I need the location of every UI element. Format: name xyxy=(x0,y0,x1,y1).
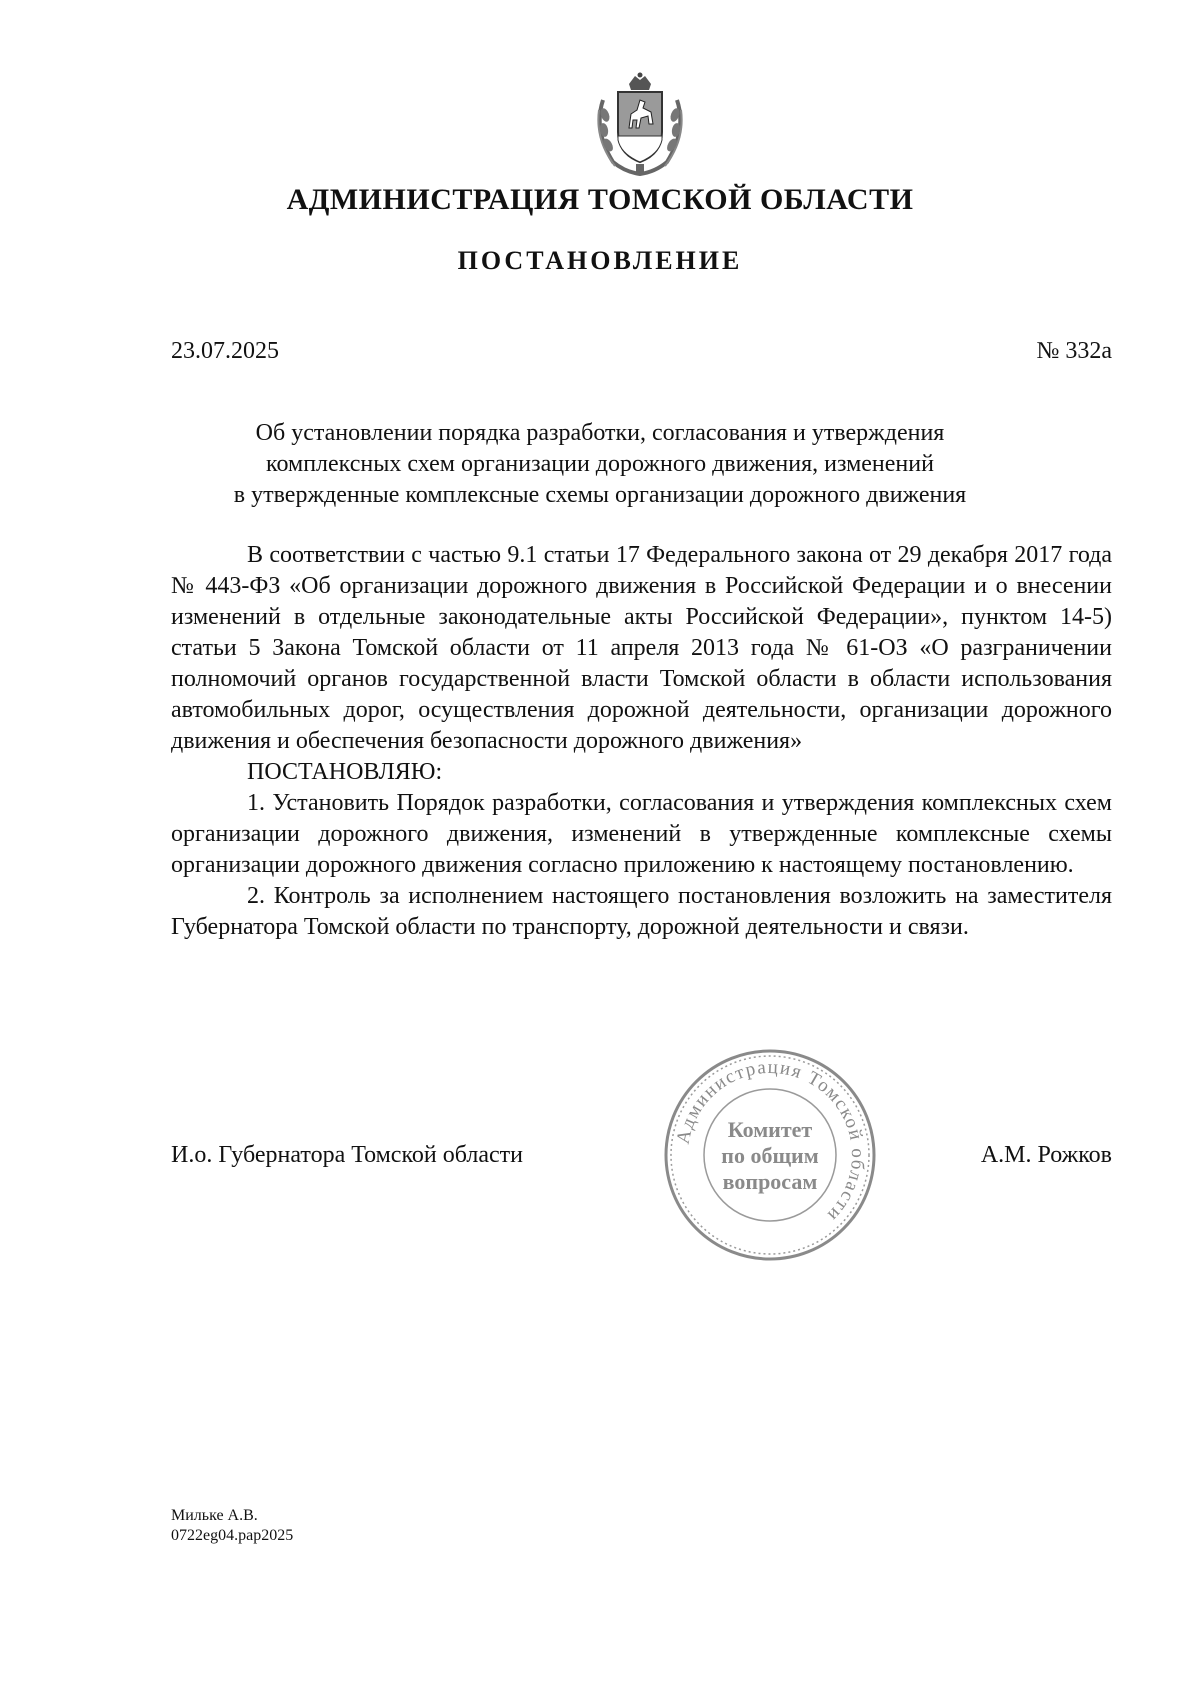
document-number: № 332а xyxy=(1036,338,1112,364)
signer-title: И.о. Губернатора Томской области xyxy=(171,1142,523,1168)
item-paragraph: 1. Установить Порядок разработки, согласования и утверждения комплексных схем организации дорожного движения, изменений в утвержденные комплексные схемы организации дорожного движения согласно приложению к настоящему постановлению. xyxy=(171,790,1112,878)
item-paragraph: 2. Контроль за исполнением настоящего постановления возложить на заместителя Губернатора Томской области по транспорту, дорожной деятельности и связи. xyxy=(171,883,1112,940)
subject-line: комплексных схем организации дорожного движения, изменений xyxy=(266,451,934,477)
document-type: ПОСТАНОВЛЕНИЕ xyxy=(457,246,743,275)
tomsk-region-coat-of-arms-icon xyxy=(585,70,695,180)
official-seal-stamp xyxy=(660,1045,880,1265)
resolve-heading: ПОСТАНОВЛЯЮ: xyxy=(247,759,443,785)
executor-footer xyxy=(171,1506,293,1546)
seal-center-line: по общим xyxy=(721,1143,819,1168)
organization-title: АДМИНИСТРАЦИЯ ТОМСКОЙ ОБЛАСТИ xyxy=(286,183,914,216)
seal-center-line: Комитет xyxy=(727,1117,813,1142)
executor-name: Мильке А.В. xyxy=(171,1507,258,1524)
signer-name: А.М. Рожков xyxy=(980,1142,1112,1168)
file-code: 0722eg04.pap2025 xyxy=(171,1527,294,1544)
seal-ring-text: Администрация Томской области xyxy=(672,1056,869,1227)
document-date: 23.07.2025 xyxy=(171,338,279,364)
document-body xyxy=(171,540,1112,943)
document-subject xyxy=(150,418,1050,511)
preamble-paragraph: В соответствии с частью 9.1 статьи 17 Федерального закона от 29 декабря 2017 года № 443-ФЗ «Об организации дорожного движения в Российской Федерации и о внесении изменений в отдельные законодательные акты Российской Федерации», пунктом 14-5) статьи 5 Закона Томской области от 11 апреля 2013 года № 61-ОЗ «О разграничении полномочий органов государственной власти Томской области в области использования автомобильных дорог, осуществления дорожной деятельности, организации дорожного движения и обеспечения безопасности дорожного движения» xyxy=(171,542,1112,754)
subject-line: в утвержденные комплексные схемы организации дорожного движения xyxy=(233,482,967,508)
subject-line: Об установлении порядка разработки, согласования и утверждения xyxy=(255,420,945,446)
seal-center-line: вопросам xyxy=(722,1169,818,1194)
